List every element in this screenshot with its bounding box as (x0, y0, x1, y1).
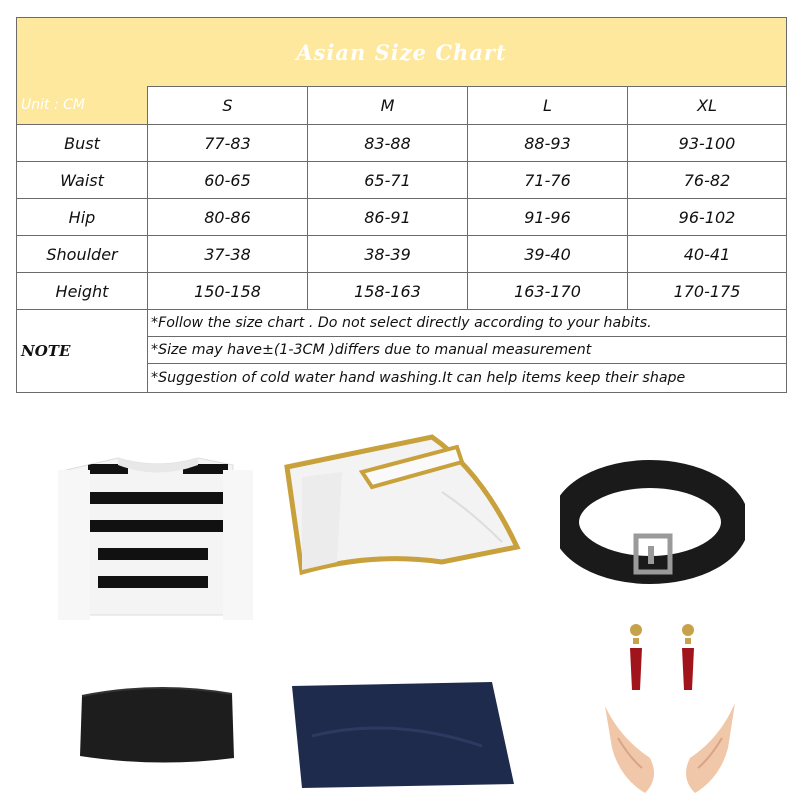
table-cell: 96-102 (678, 207, 736, 227)
size-header-l: L (468, 86, 628, 124)
table-cell: 77-83 (148, 125, 308, 161)
size-header-s: S (148, 86, 308, 124)
table-row (17, 273, 786, 310)
table-cell: 37-38 (148, 236, 308, 272)
table-cell: 71-76 (468, 162, 628, 198)
table-cell: 80-86 (148, 199, 308, 235)
table-cell: 86-91 (308, 199, 468, 235)
size-chart-table (16, 17, 787, 393)
note-line: *Follow the size chart . Do not select directly according to your habits. (148, 310, 786, 337)
size-chart-grid (17, 86, 786, 392)
size-chart-title: Asian Size Chart (17, 18, 786, 87)
note-line: *Suggestion of cold water hand washing.It can help items keep their shape (151, 370, 686, 386)
table-cell: 38-39 (308, 236, 468, 272)
table-row (17, 162, 786, 199)
navy-cloth-image (282, 676, 517, 791)
elf-ears-image (600, 698, 740, 798)
unit-label: Unit : CM (17, 86, 148, 124)
table-cell: 76-82 (683, 170, 731, 190)
black-headband-image (72, 676, 242, 776)
table-cell: 158-163 (308, 273, 468, 309)
table-cell: 40-41 (683, 244, 731, 264)
table-cell: 88-93 (468, 125, 628, 161)
table-row (17, 199, 786, 236)
note-row (17, 310, 786, 392)
row-label-bust: Bust (17, 125, 148, 161)
note-label: NOTE (17, 310, 148, 392)
table-cell: 163-170 (468, 273, 628, 309)
size-header-xl: XL (697, 95, 717, 115)
red-earrings-image (616, 620, 726, 700)
row-label-shoulder: Shoulder (17, 236, 148, 272)
table-cell: 83-88 (308, 125, 468, 161)
note-lines (148, 310, 786, 392)
row-label-height: Height (17, 273, 148, 309)
table-cell: 39-40 (468, 236, 628, 272)
table-cell: 93-100 (678, 133, 736, 153)
white-gold-cape-image (282, 432, 522, 582)
table-cell: 170-175 (673, 281, 741, 301)
note-line: *Size may have±(1-3CM )differs due to manual measurement (148, 337, 786, 364)
size-header-m: M (308, 86, 468, 124)
table-cell: 65-71 (308, 162, 468, 198)
table-cell: 150-158 (148, 273, 308, 309)
black-belt-image (560, 452, 745, 592)
row-label-hip: Hip (17, 199, 148, 235)
size-header-row (17, 86, 786, 125)
table-row (17, 236, 786, 273)
table-cell: 91-96 (468, 199, 628, 235)
table-row (17, 125, 786, 162)
table-cell: 60-65 (148, 162, 308, 198)
striped-top-image (58, 440, 258, 620)
row-label-waist: Waist (17, 162, 148, 198)
